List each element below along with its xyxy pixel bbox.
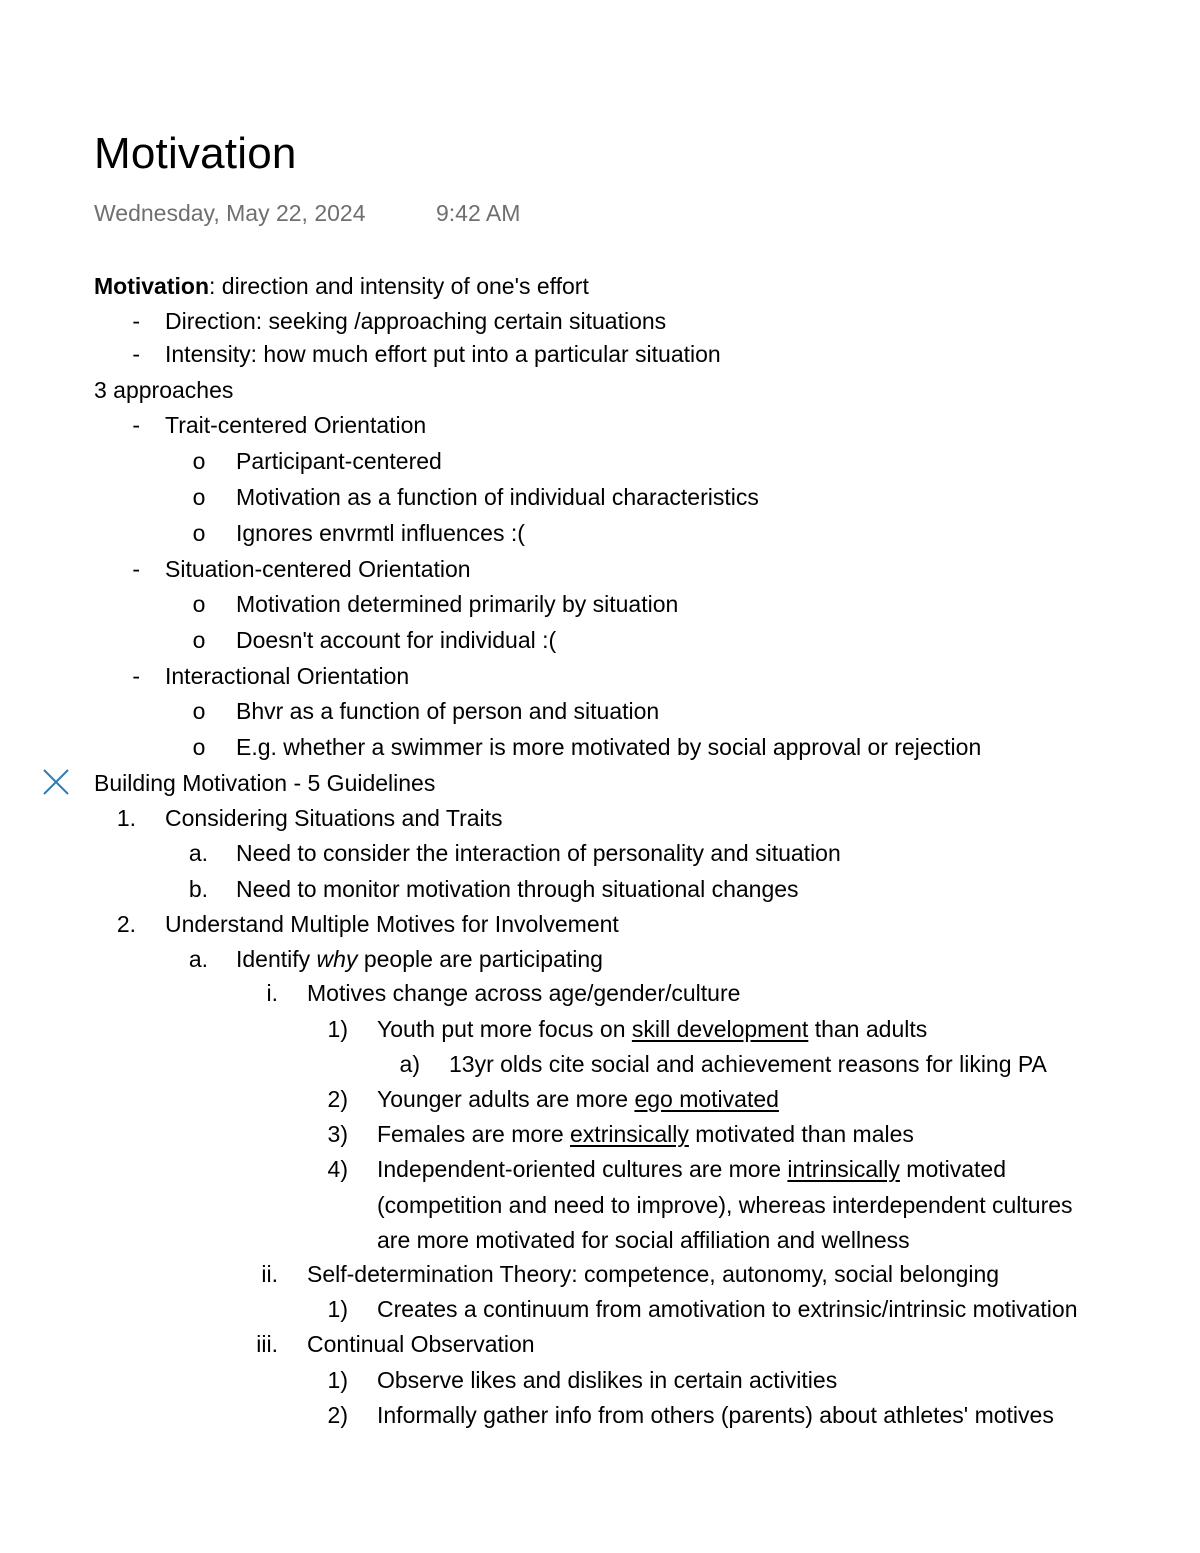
circle-bullet: o: [192, 448, 206, 474]
line-text: Situation-centered Orientation: [165, 556, 471, 582]
line-text: Interactional Orientation: [165, 663, 410, 689]
note-line[interactable]: [0, 694, 1200, 729]
note-line[interactable]: [0, 976, 1200, 1011]
line-text: Understand Multiple Motives for Involvement: [165, 911, 619, 937]
line-text: Participant-centered: [236, 448, 442, 474]
note-line[interactable]: [0, 1223, 1200, 1258]
dash-bullet: -: [132, 341, 140, 367]
list-number: 1.: [116, 805, 136, 831]
list-number: 2.: [116, 911, 136, 937]
note-line[interactable]: [0, 836, 1200, 871]
list-roman: i.: [266, 980, 278, 1006]
line-text: Females are more extrinsically motivated than males: [377, 1121, 914, 1147]
dash-bullet: -: [132, 308, 140, 334]
underlined-text: ego motivated: [634, 1086, 779, 1112]
line-text: Bhvr as a function of person and situation: [236, 698, 660, 724]
line-text: Motives change across age/gender/culture: [307, 980, 741, 1006]
note-line[interactable]: [0, 1363, 1200, 1398]
list-number: 2): [327, 1086, 348, 1112]
line-text: Motivation determined primarily by situation: [236, 591, 679, 617]
note-line[interactable]: [0, 552, 1200, 587]
circle-bullet: o: [192, 484, 206, 510]
list-letter: a.: [188, 946, 208, 972]
line-text: E.g. whether a swimmer is more motivated by social approval or rejection: [236, 734, 982, 760]
line-text: Need to monitor motivation through situational changes: [236, 876, 799, 902]
note-line[interactable]: [0, 766, 1200, 801]
note-line[interactable]: [0, 587, 1200, 622]
list-letter: b.: [188, 876, 208, 902]
note-line[interactable]: [0, 1012, 1200, 1047]
line-text: Direction: seeking /approaching certain situations: [165, 308, 667, 334]
note-line[interactable]: [0, 1117, 1200, 1152]
note-line[interactable]: [0, 1047, 1200, 1082]
note-line[interactable]: [0, 516, 1200, 551]
list-number: 2): [327, 1402, 348, 1428]
circle-bullet: o: [192, 627, 206, 653]
underlined-text: extrinsically: [570, 1121, 689, 1147]
note-line[interactable]: [0, 1257, 1200, 1292]
dash-bullet: -: [132, 556, 140, 582]
note-line[interactable]: [0, 730, 1200, 765]
note-line[interactable]: [0, 304, 1200, 339]
list-number: 1): [327, 1296, 348, 1322]
page-time: 9:42 AM: [436, 200, 521, 226]
note-line[interactable]: [0, 872, 1200, 907]
line-text: are more motivated for social affiliation and wellness: [377, 1227, 910, 1253]
note-line[interactable]: [0, 659, 1200, 694]
circle-bullet: o: [192, 520, 206, 546]
line-text: 13yr olds cite social and achievement reasons for liking PA: [449, 1051, 1047, 1077]
list-number: 4): [327, 1156, 348, 1182]
underlined-text: skill development: [631, 1016, 809, 1042]
line-text: Motivation as a function of individual characteristics: [236, 484, 759, 510]
line-text: 3 approaches: [94, 377, 234, 403]
line-text: Ignores envrmtl influences :(: [236, 520, 525, 546]
note-line[interactable]: [0, 337, 1200, 372]
list-roman: ii.: [261, 1261, 278, 1287]
list-roman: iii.: [256, 1331, 278, 1357]
line-text: Youth put more focus on skill development than adults: [377, 1016, 928, 1042]
note-line[interactable]: [0, 907, 1200, 942]
note-line[interactable]: [0, 373, 1200, 408]
line-text: Need to consider the interaction of personality and situation: [236, 840, 841, 866]
line-text: Continual Observation: [307, 1331, 535, 1357]
list-letter: a): [399, 1051, 420, 1077]
line-text: Building Motivation - 5 Guidelines: [94, 770, 436, 796]
bold-term: Motivation: [94, 273, 209, 299]
note-line[interactable]: [0, 1327, 1200, 1362]
line-text: Motivation: direction and intensity of one's effort: [94, 273, 589, 299]
line-text: Intensity: how much effort put into a particular situation: [165, 341, 721, 367]
note-line[interactable]: [0, 408, 1200, 443]
note-line[interactable]: [0, 1188, 1200, 1223]
underlined-text: intrinsically: [787, 1156, 900, 1182]
note-line[interactable]: [0, 444, 1200, 479]
note-line[interactable]: [0, 480, 1200, 515]
line-text: Independent-oriented cultures are more intrinsically motivated: [377, 1156, 1007, 1182]
note-line[interactable]: [0, 942, 1200, 977]
note-line[interactable]: [0, 801, 1200, 836]
page-title[interactable]: Motivation: [94, 129, 297, 178]
note-line[interactable]: [0, 1292, 1200, 1327]
line-text: Observe likes and dislikes in certain activities: [377, 1367, 838, 1393]
note-line[interactable]: [0, 269, 1200, 304]
line-text: Creates a continuum from amotivation to extrinsic/intrinsic motivation: [377, 1296, 1078, 1322]
line-text: Trait-centered Orientation: [165, 412, 427, 438]
note-line[interactable]: [0, 1152, 1200, 1187]
circle-bullet: o: [192, 698, 206, 724]
circle-bullet: o: [192, 591, 206, 617]
line-text: Identify why people are participating: [236, 946, 603, 972]
list-number: 1): [327, 1016, 348, 1042]
dash-bullet: -: [132, 663, 140, 689]
note-line[interactable]: [0, 623, 1200, 658]
note-line[interactable]: [0, 1082, 1200, 1117]
line-text: (competition and need to improve), whereas interdependent cultures: [377, 1192, 1073, 1218]
page-date: Wednesday, May 22, 2024: [94, 200, 366, 226]
line-text: Doesn't account for individual :(: [236, 627, 557, 653]
dash-bullet: -: [132, 412, 140, 438]
italic-word: why: [316, 946, 358, 972]
line-text: Self-determination Theory: competence, autonomy, social belonging: [307, 1261, 1000, 1287]
line-text: Younger adults are more ego motivated: [377, 1086, 779, 1112]
circle-bullet: o: [192, 734, 206, 760]
list-number: 3): [327, 1121, 348, 1147]
note-line[interactable]: [0, 1398, 1200, 1433]
line-text: Informally gather info from others (parents) about athletes' motives: [377, 1402, 1054, 1428]
list-letter: a.: [188, 840, 208, 866]
list-number: 1): [327, 1367, 348, 1393]
line-text: Considering Situations and Traits: [165, 805, 503, 831]
